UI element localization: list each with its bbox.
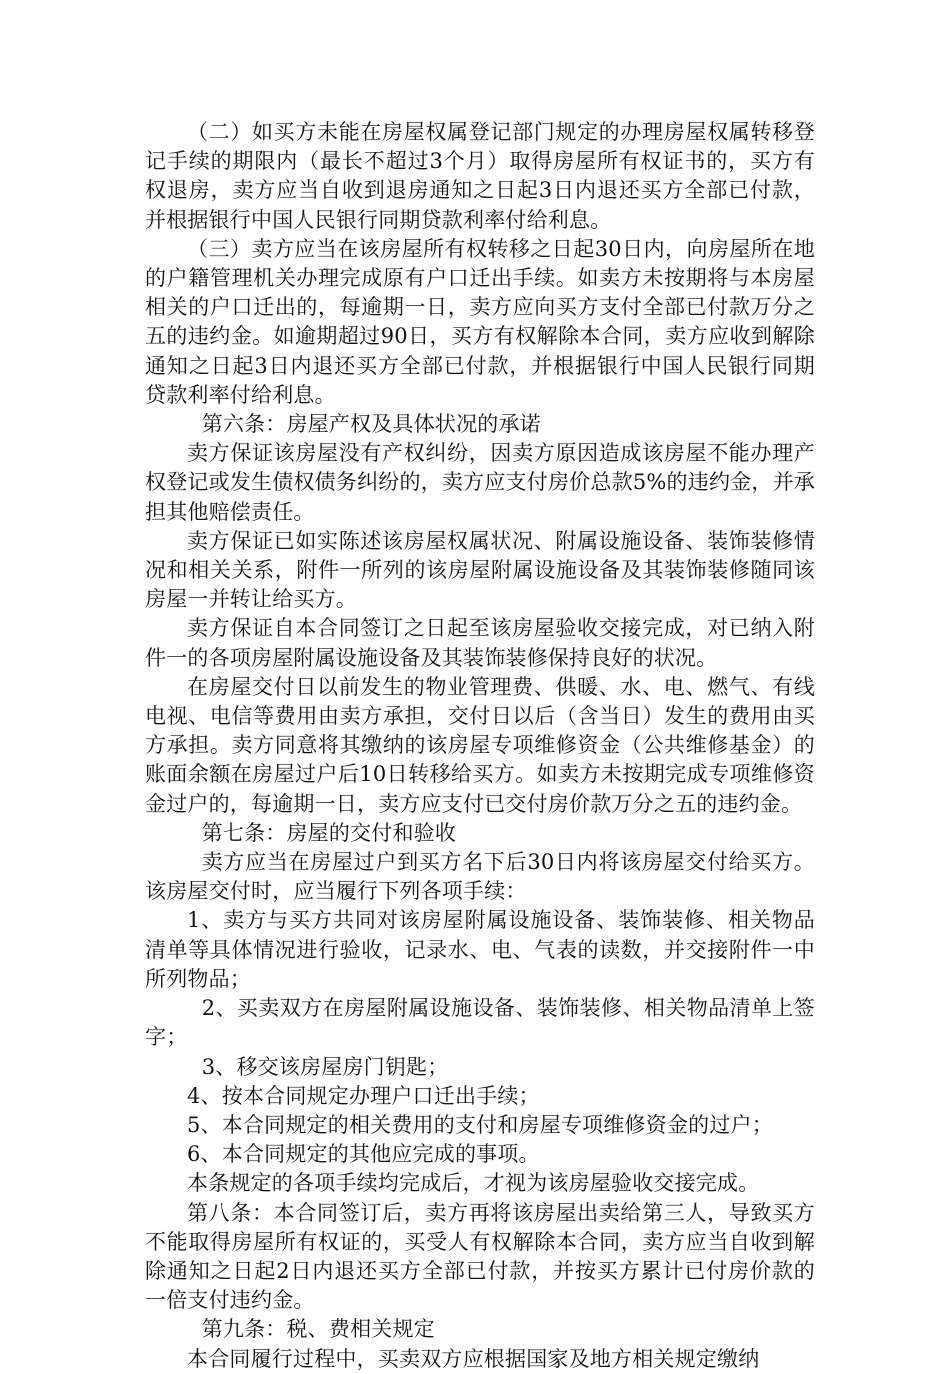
- article-7-conclusion: 本条规定的各项手续均完成后，才视为该房屋验收交接完成。: [187, 1171, 760, 1196]
- article-9-heading: 第九条：税、费相关规定: [201, 1317, 435, 1342]
- article-7-step-1: 1、卖方与买方共同对该房屋附属设施设备、装饰装修、相关物品清单等具体情况进行验收，记录水、电、气表的读数，并交接附件一中所列物品；: [145, 908, 815, 991]
- article-7-step-2: 2、买卖双方在房屋附属设施设备、装饰装修、相关物品清单上签字；: [145, 996, 815, 1050]
- article-6-para-1: 卖方保证该房屋没有产权纠纷，因卖方原因造成该房屋不能办理产权登记或发生债权债务纠纷的，卖方应支付房价总款5%的违约金，并承担其他赔偿责任。: [145, 441, 815, 524]
- article-8: 第八条：本合同签订后，卖方再将该房屋出卖给第三人，导致买方不能取得房屋所有权证的，买受人有权解除本合同，卖方应当自收到解除通知之日起2日内退还买方全部已付款，并按买方累计已付房价款的一倍支付违约金。: [145, 1200, 815, 1313]
- article-7-step-4: 4、按本合同规定办理户口迁出手续；: [187, 1083, 540, 1108]
- article-7-step-6: 6、本合同规定的其他应完成的事项。: [187, 1142, 540, 1167]
- clause-5-item-3: （三）卖方应当在该房屋所有权转移之日起30日内，向房屋所在地的户籍管理机关办理完成原有户口迁出手续。如卖方未按期将与本房屋相关的户口迁出的，每逾期一日，卖方应向买方支付全部已付款万分之五的违约金。如逾期超过90日，买方有权解除本合同，卖方应收到解除通知之日起3日内退还买方全部已付款，并根据银行中国人民银行同期贷款利率付给利息。: [145, 236, 815, 407]
- article-6-heading: 第六条：房屋产权及具体状况的承诺: [201, 412, 541, 437]
- article-6-para-2: 卖方保证已如实陈述该房屋权属状况、附属设施设备、装饰装修情况和相关关系，附件一所列的该房屋附属设施设备及其装饰装修随同该房屋一并转让给买方。: [145, 528, 815, 612]
- article-6-para-3: 卖方保证自本合同签订之日起至该房屋验收交接完成，对已纳入附件一的各项房屋附属设施设备及其装饰装修保持良好的状况。: [145, 616, 815, 670]
- article-6-para-4: 在房屋交付日以前发生的物业管理费、供暖、水、电、燃气、有线电视、电信等费用由卖方承担，交付日以后（含当日）发生的费用由买方承担。卖方同意将其缴纳的该房屋专项维修资金（公共维修基金）的账面余额在房屋过户后10日转移给买方。如卖方未按期完成专项维修资金过户的，每逾期一日，卖方应支付已交付房价款万分之五的违约金。: [145, 674, 815, 816]
- article-7-heading: 第七条：房屋的交付和验收: [201, 820, 457, 845]
- article-9-para-1: 本合同履行过程中，买卖双方应根据国家及地方相关规定缴纳: [187, 1346, 760, 1371]
- document-page: [145, 118, 815, 1374]
- clause-5-item-2: （二）如买方未能在房屋权属登记部门规定的办理房屋权属转移登记手续的期限内（最长不超过3个月）取得房屋所有权证书的，买方有权退房，卖方应当自收到退房通知之日起3日内退还买方全部已付款，并根据银行中国人民银行同期贷款利率付给利息。: [145, 120, 815, 232]
- article-7-intro: 卖方应当在房屋过户到买方名下后30日内将该房屋交付给买方。该房屋交付时，应当履行下列各项手续：: [145, 850, 815, 904]
- article-7-step-5: 5、本合同规定的相关费用的支付和房屋专项维修资金的过户；: [187, 1112, 773, 1137]
- article-7-step-3: 3、移交该房屋房门钥匙；: [201, 1054, 449, 1079]
